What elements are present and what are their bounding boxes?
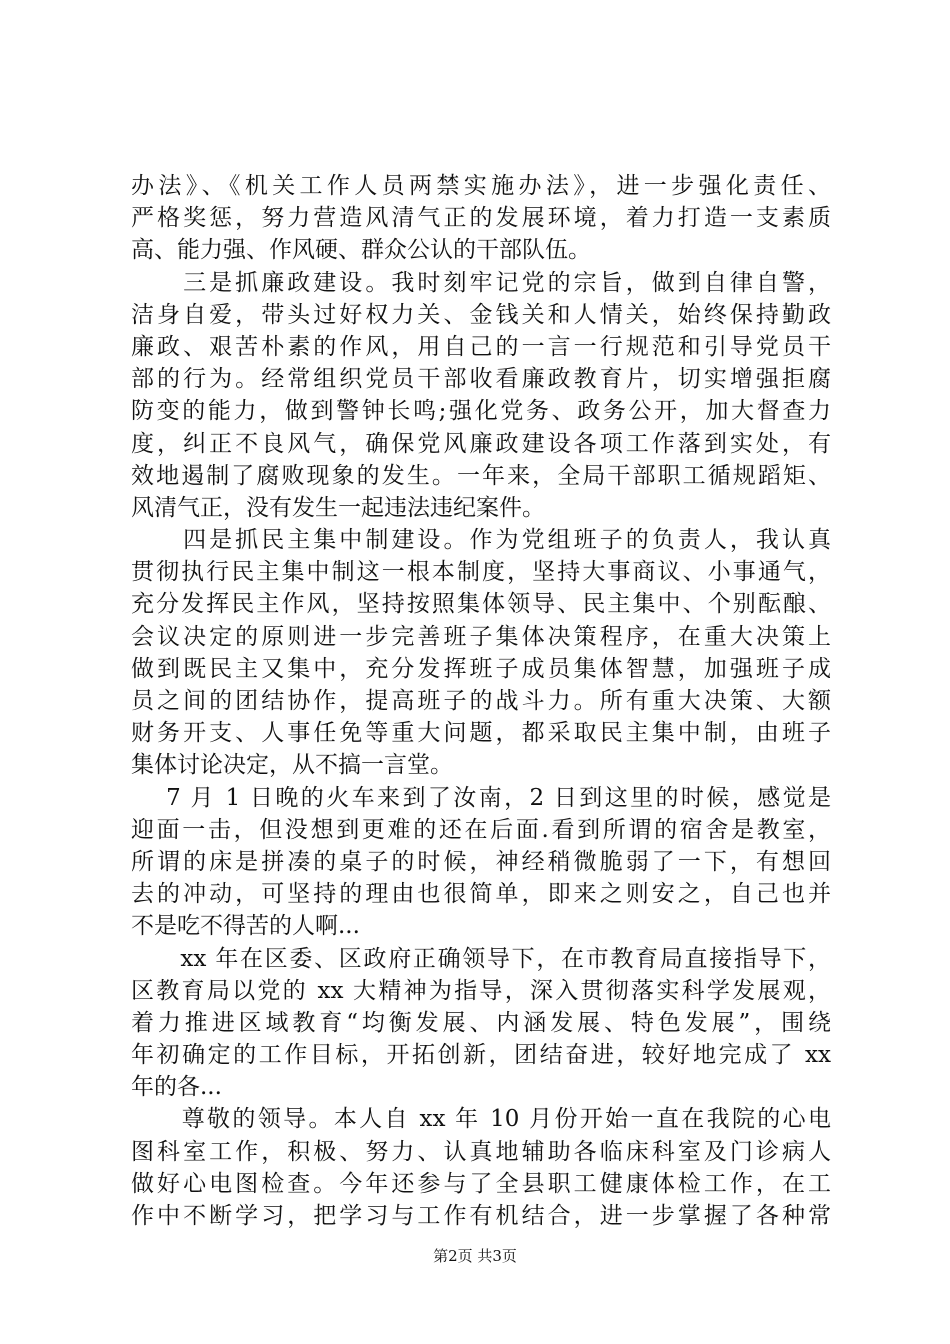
text-line: 去的冲动，可坚持的理由也很简单，即来之则安之，自己也并 <box>131 881 831 908</box>
text-line: 图科室工作，积极、努力、认真地辅助各临床科室及门诊病人 <box>131 1138 831 1165</box>
text-line: 严格奖惩，努力营造风清气正的发展环境，着力打造一支素质 <box>131 205 831 232</box>
text-line: 作中不断学习，把学习与工作有机结合，进一步掌握了各种常 <box>131 1203 831 1229</box>
text-line: 贯彻执行民主集中制这一根本制度，坚持大事商议、小事通气， <box>131 559 831 586</box>
page-number-footer: 第2页 共3页 <box>433 1247 517 1265</box>
text-line: 做到既民主又集中，充分发挥班子成员集体智慧，加强班子成 <box>131 655 831 682</box>
text-line: 员之间的团结协作，提高班子的战斗力。所有重大决策、大额 <box>131 688 831 714</box>
text-line: 风清气正，没有发生一起违法违纪案件。 <box>131 494 545 521</box>
text-line: 高、能力强、作风硬、群众公认的干部队伍。 <box>131 237 591 264</box>
text-line: xx 年在区委、区政府正确领导下，在市教育局直接指导下， <box>131 945 831 972</box>
text-line: 防变的能力，做到警钟长鸣;强化党务、政务公开，加大督查力 <box>131 398 831 425</box>
text-line: 四是抓民主集中制建设。作为党组班子的负责人，我认真 <box>131 527 831 554</box>
text-line: 年初确定的工作目标，开拓创新，团结奋进，较好地完成了 xx <box>131 1042 831 1069</box>
text-line: 会议决定的原则进一步完善班子集体决策程序，在重大决策上 <box>131 623 831 650</box>
text-line: 财务开支、人事任免等重大问题，都采取民主集中制，由班子 <box>131 720 831 747</box>
text-line: 效地遏制了腐败现象的发生。一年来，全局干部职工循规蹈矩、 <box>131 462 831 489</box>
text-line: 着力推进区域教育“均衡发展、内涵发展、特色发展”，围绕 <box>131 1009 831 1036</box>
text-line: 不是吃不得苦的人啊... <box>131 913 360 940</box>
document-body <box>131 170 831 1232</box>
text-line: 洁身自爱，带头过好权力关、金钱关和人情关，始终保持勤政 <box>131 301 831 328</box>
text-line: 集体讨论决定，从不搞一言堂。 <box>131 752 453 779</box>
text-line: 做好心电图检查。今年还参与了全县职工健康体检工作，在工 <box>131 1170 831 1197</box>
text-line: 所谓的床是拼凑的桌子的时候，神经稍微脆弱了一下，有想回 <box>131 848 831 875</box>
text-line: 廉政、艰苦朴素的作风，用自己的一言一行规范和引导党员干 <box>131 333 831 360</box>
text-line: 三是抓廉政建设。我时刻牢记党的宗旨，做到自律自警， <box>131 269 831 296</box>
text-line: 区教育局以党的 xx 大精神为指导，深入贯彻落实科学发展观， <box>131 977 831 1004</box>
paragraph <box>131 267 831 525</box>
paragraph <box>131 1103 831 1232</box>
paragraph <box>131 170 831 267</box>
text-line: 尊敬的领导。本人自 xx 年 10 月份开始一直在我院的心电 <box>131 1106 831 1133</box>
text-line: 充分发挥民主作风，坚持按照集体领导、民主集中、个别酝酿、 <box>131 591 831 618</box>
paragraph <box>131 782 831 943</box>
text-line: 部的行为。经常组织党员干部收看廉政教育片，切实增强拒腐 <box>131 366 831 393</box>
text-line: 年的各... <box>131 1074 222 1101</box>
text-line: 7 月 1 日晚的火车来到了汝南，2 日到这里的时候，感觉是 <box>131 784 831 811</box>
paragraph <box>131 943 831 1104</box>
text-line: 迎面一击，但没想到更难的还在后面.看到所谓的宿舍是教室， <box>131 816 831 843</box>
text-line: 度，纠正不良风气，确保党风廉政建设各项工作落到实处，有 <box>131 430 831 457</box>
paragraph <box>131 524 831 782</box>
text-line: 办法》、《机关工作人员两禁实施办法》，进一步强化责任、 <box>131 173 831 199</box>
